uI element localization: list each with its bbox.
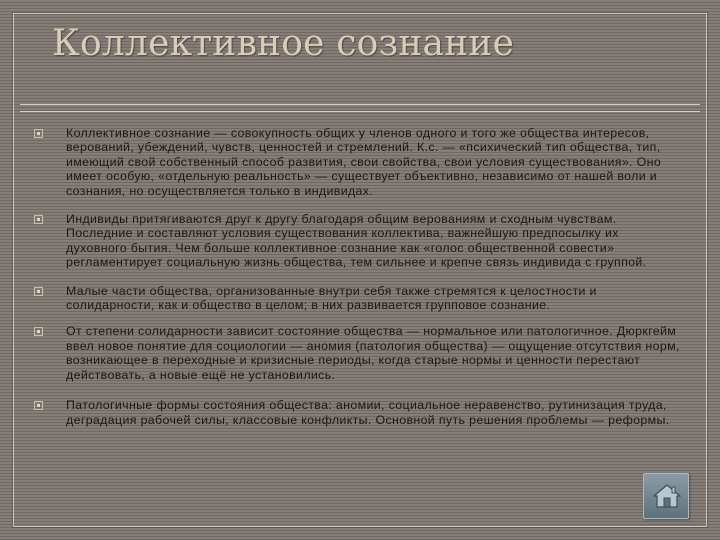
square-bullet-icon [34,287,43,296]
list-item [34,284,680,313]
bullet-text: Индивиды притягиваются друг к другу благодаря общим верованиям и сходным чувствам. Последние и составляют условия существования коллектива, важнейшую предпосылку их духовного бытия. Чем больше коллективное сознание как «голос общественной совести» регламентирует социальную жизнь общества, тем сильнее и крепче связь индивида с группой. [66,212,647,270]
list-item [34,212,680,270]
list-item [34,398,680,427]
home-icon [653,483,681,509]
list-item [34,126,680,198]
square-bullet-icon [34,129,43,138]
bullet-text: Патологичные формы состояния общества: аномии, социальное неравенство, рутинизация труда, деградация рабочей силы, классовые конфликты. Основной путь решения проблемы — реформы. [66,398,670,427]
title-divider [20,104,700,112]
home-button[interactable] [643,473,689,519]
square-bullet-icon [34,327,43,336]
bullet-text: Малые части общества, организованные внутри себя также стремятся к целостности и солидарности, как и общество в целом; в них развивается групповое сознание. [66,283,597,313]
square-bullet-icon [34,401,43,410]
square-bullet-icon [34,215,43,224]
slide-title: Коллективное сознание [52,23,515,64]
list-item [34,324,680,382]
bullet-text: Коллективное сознание — совокупность общих у членов одного и того же общества интересов, верований, убеждений, чувств, ценностей и стремлений. К.с. — «психический тип общества, тип, имеющий свой собственный способ развития, свои свойства, свои условия существования». Оно имеет особую, «отдельную реальность» — существует объективно, независимо от нашей воли и сознания, но осуществляется только в индивидах. [66,126,662,198]
bullet-text: От степени солидарности зависит состояние общества — нормальное или патологичное. Дюркгейм ввел новое понятие для социологии — аномия (патология общества) — ощущение отсутствия норм, возникающее в переходные и кризисные периоды, когда старые нормы и ценности перестают действовать, а новые ещё не установились. [66,324,680,382]
bullet-list [34,126,680,441]
